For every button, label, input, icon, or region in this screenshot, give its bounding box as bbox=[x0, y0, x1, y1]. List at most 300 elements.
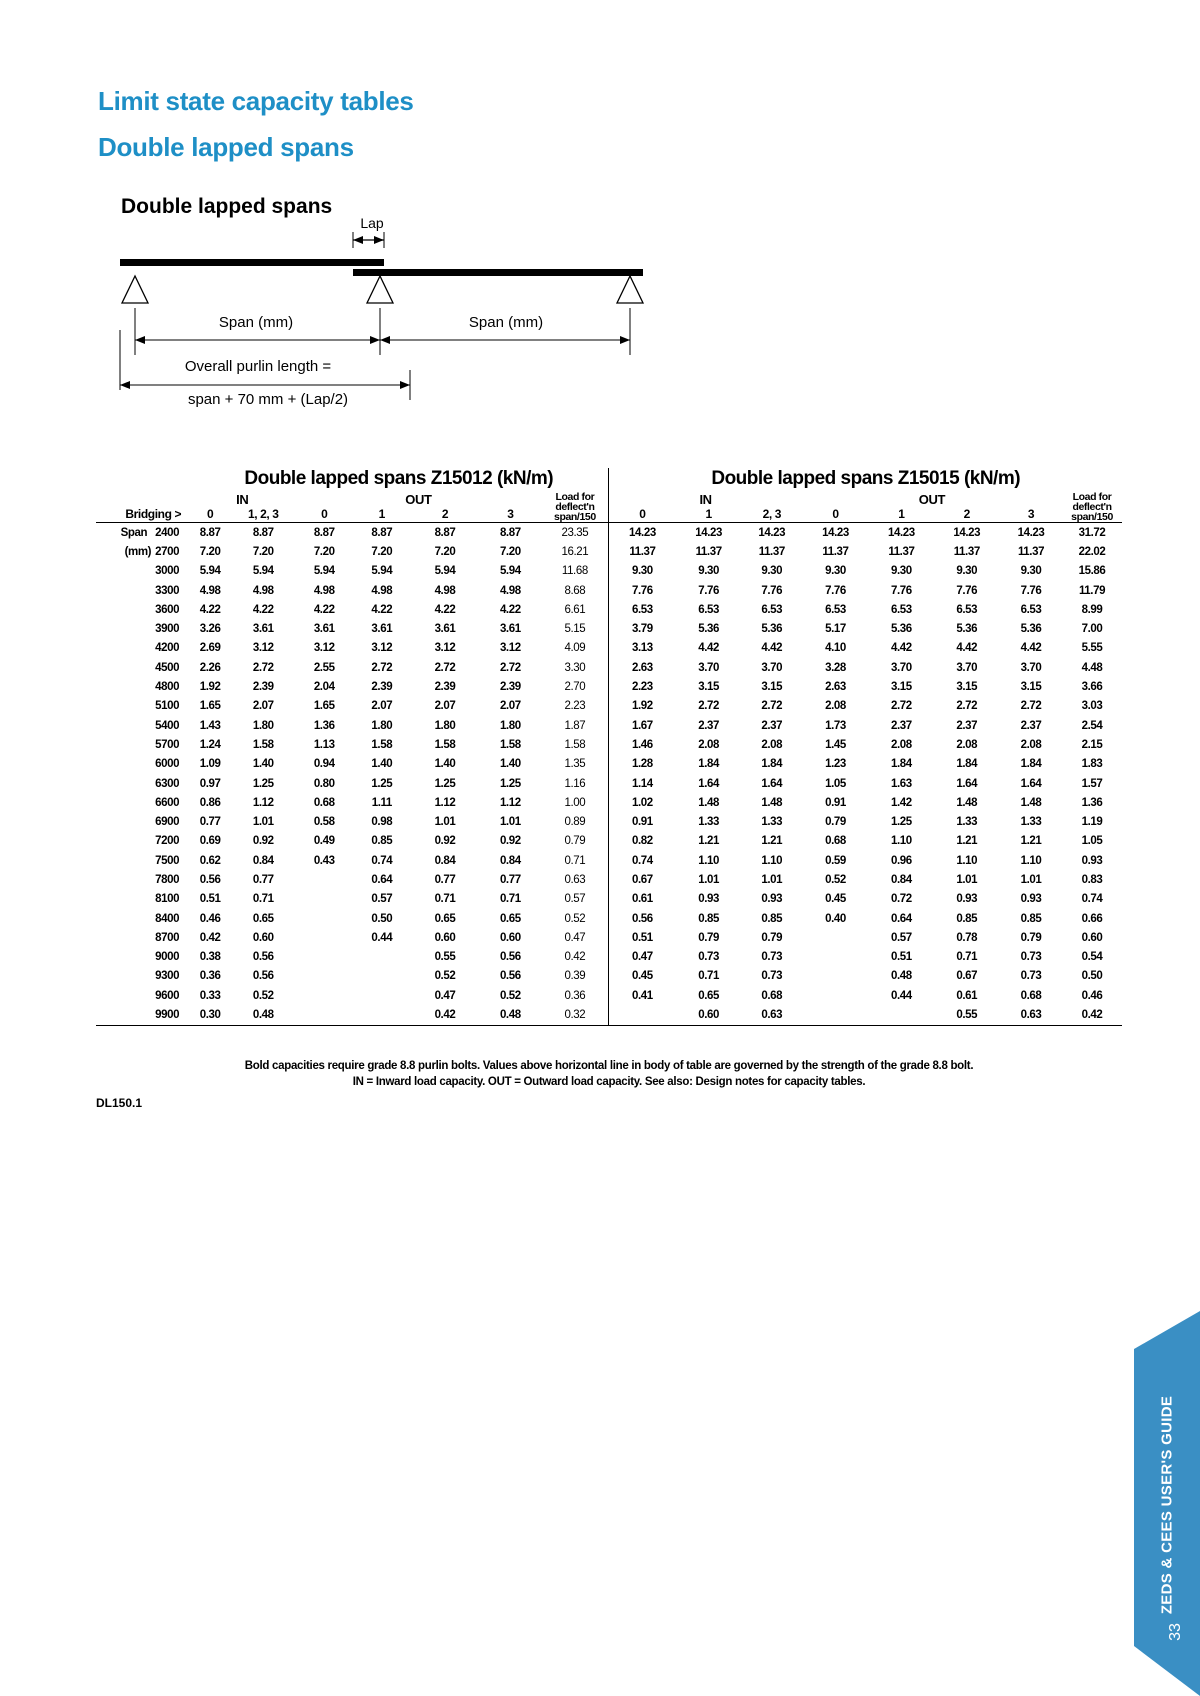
table-cell bbox=[295, 928, 353, 947]
capacity-table bbox=[96, 468, 1122, 1026]
table-cell: 1.10 bbox=[761, 854, 783, 867]
table-cell: 1.01 bbox=[698, 873, 720, 886]
table-cell: 0.52 bbox=[499, 989, 521, 1002]
side-tab-text: ZEDS & CEES USER'S GUIDE bbox=[1158, 1395, 1176, 1615]
support-middle-icon bbox=[367, 276, 393, 303]
table-cell: 0.55 bbox=[434, 951, 456, 964]
table-cell: 2.39 bbox=[252, 681, 274, 694]
span-value: 8700 bbox=[155, 931, 180, 944]
table-row bbox=[96, 697, 1122, 716]
load-deflection-header-left: Load for deflect'n span/150 bbox=[541, 492, 609, 523]
table-cell: 1.16 bbox=[564, 777, 586, 790]
span-value: 5700 bbox=[155, 738, 180, 751]
table-cell: 1.64 bbox=[698, 777, 720, 790]
table-cell: 4.98 bbox=[371, 584, 393, 597]
table-cell: 0.47 bbox=[609, 948, 675, 967]
table-cell: 0.57 bbox=[564, 893, 586, 906]
table-cell: 5.36 bbox=[956, 623, 978, 636]
table-cell: 0.65 bbox=[698, 989, 720, 1002]
table-cell: 8.87 bbox=[199, 526, 221, 539]
table-row bbox=[96, 716, 1122, 735]
table-cell: 1.00 bbox=[564, 796, 586, 809]
table-cell: 1.35 bbox=[564, 758, 586, 771]
table-cell: 2.55 bbox=[313, 661, 335, 674]
table-cell: 0.65 bbox=[252, 912, 274, 925]
support-left-icon bbox=[122, 276, 148, 303]
overall-length-formula: span + 70 mm + (Lap/2) bbox=[187, 391, 349, 408]
span-value: Span 2400 bbox=[120, 526, 180, 539]
span-value: 8400 bbox=[155, 912, 180, 925]
table-cell bbox=[295, 986, 353, 1005]
table-cell: 3.79 bbox=[609, 619, 675, 638]
table-row bbox=[96, 562, 1122, 581]
table-cell: 0.58 bbox=[313, 816, 335, 829]
table-cell: 1.40 bbox=[499, 758, 521, 771]
table-cell: 1.58 bbox=[564, 738, 586, 751]
table-cell: 4.98 bbox=[434, 584, 456, 597]
table-cell: 1.58 bbox=[252, 738, 274, 751]
table-cell: 14.23 bbox=[609, 523, 675, 543]
table-cell: 8.87 bbox=[434, 526, 456, 539]
table-cell: 23.35 bbox=[561, 526, 589, 539]
table-cell: 0.74 bbox=[609, 851, 675, 870]
table-cell: 0.40 bbox=[825, 912, 846, 925]
table-row bbox=[96, 851, 1122, 870]
table-cell: 2.72 bbox=[698, 700, 720, 713]
table-cell: 0.30 bbox=[189, 1005, 231, 1025]
table-cell: 0.62 bbox=[199, 854, 221, 867]
table-cell: 0.73 bbox=[698, 951, 720, 964]
table-cell: 3.70 bbox=[956, 661, 978, 674]
span-value: 5100 bbox=[155, 700, 180, 713]
table-cell: 4.42 bbox=[1020, 642, 1042, 655]
table-cell: 0.79 bbox=[825, 816, 846, 829]
span-value: 9900 bbox=[96, 1005, 189, 1025]
table-cell: 0.52 bbox=[252, 989, 274, 1002]
table-cell: 1.25 bbox=[891, 816, 912, 829]
group-in-right: IN bbox=[609, 492, 802, 507]
table-cell: 0.46 bbox=[1081, 989, 1103, 1002]
table-cell: 6.53 bbox=[956, 603, 978, 616]
table-cell: 0.61 bbox=[609, 890, 675, 909]
table-cell: 6.53 bbox=[1020, 603, 1042, 616]
table-cell: 1.10 bbox=[1020, 854, 1042, 867]
col-header: 2, 3 bbox=[742, 507, 802, 523]
table-cell: 31.72 bbox=[1078, 526, 1106, 539]
table-cell: 0.71 bbox=[252, 893, 274, 906]
table-cell: 0.63 bbox=[1000, 1005, 1062, 1025]
table-cell: 1.25 bbox=[434, 777, 456, 790]
table-cell: 0.71 bbox=[698, 970, 720, 983]
col-header: 3 bbox=[1000, 507, 1062, 523]
table-row bbox=[96, 948, 1122, 967]
table-row bbox=[96, 967, 1122, 986]
table-cell: 1.36 bbox=[1081, 796, 1103, 809]
table-cell: 4.22 bbox=[252, 603, 274, 616]
table-cell: 1.58 bbox=[434, 738, 456, 751]
table-cell: 9.30 bbox=[761, 565, 783, 578]
table-cell: 3.15 bbox=[761, 681, 783, 694]
table-row bbox=[96, 928, 1122, 947]
table-cell: 0.77 bbox=[434, 873, 456, 886]
table-cell: 2.63 bbox=[825, 681, 846, 694]
span-value: 3900 bbox=[155, 623, 180, 636]
table-cell: 8.87 bbox=[371, 526, 393, 539]
col-header: 0 bbox=[295, 507, 353, 523]
table-cell: 0.71 bbox=[564, 854, 586, 867]
table-row bbox=[96, 870, 1122, 889]
table-cell: 5.17 bbox=[825, 623, 846, 636]
table-cell: 0.48 bbox=[479, 1005, 541, 1025]
table-cell: 2.07 bbox=[252, 700, 274, 713]
table-cell: 11.68 bbox=[561, 565, 588, 578]
purlin-right bbox=[353, 269, 643, 276]
table-cell: 11.37 bbox=[609, 542, 675, 561]
table-cell: 0.63 bbox=[564, 873, 586, 886]
table-cell: 3.15 bbox=[891, 681, 912, 694]
table-cell: 0.48 bbox=[231, 1005, 295, 1025]
table-cell: 3.61 bbox=[313, 623, 335, 636]
table-cell: 0.72 bbox=[891, 893, 912, 906]
table-cell: 3.70 bbox=[1020, 661, 1042, 674]
table-cell: 1.11 bbox=[371, 796, 392, 809]
table-cell: 1.33 bbox=[956, 816, 978, 829]
table-cell: 14.23 bbox=[758, 526, 786, 539]
table-row bbox=[96, 619, 1122, 638]
table-cell: 2.37 bbox=[1020, 719, 1042, 732]
table-cell: 1.83 bbox=[1081, 758, 1103, 771]
table-cell: 0.93 bbox=[761, 893, 783, 906]
table-cell: 1.33 bbox=[761, 816, 783, 829]
table-cell: 0.43 bbox=[313, 854, 335, 867]
table-cell: 1.92 bbox=[609, 697, 675, 716]
table-cell: 2.08 bbox=[956, 738, 978, 751]
table-cell: 11.37 bbox=[758, 545, 785, 558]
table-cell: 1.10 bbox=[891, 835, 912, 848]
table-cell: 0.68 bbox=[825, 835, 846, 848]
table-cell: 16.21 bbox=[561, 545, 589, 558]
table-cell: 3.61 bbox=[434, 623, 456, 636]
table-cell: 0.91 bbox=[609, 812, 675, 831]
table-cell: 2.07 bbox=[434, 700, 456, 713]
table-cell: 2.15 bbox=[1081, 738, 1103, 751]
table-cell: 0.82 bbox=[609, 832, 675, 851]
col-header: 1, 2, 3 bbox=[231, 507, 295, 523]
table-cell: 7.20 bbox=[252, 545, 274, 558]
table-cell: 1.43 bbox=[199, 719, 221, 732]
table-title-z15015: Double lapped spans Z15015 (kN/m) bbox=[609, 468, 1122, 492]
table-cell: 0.56 bbox=[252, 951, 274, 964]
table-cell: 0.51 bbox=[891, 951, 912, 964]
table-cell: 3.12 bbox=[371, 642, 393, 655]
table-cell bbox=[802, 928, 870, 947]
table-cell: 2.72 bbox=[1020, 700, 1042, 713]
table-cell: 1.42 bbox=[891, 796, 912, 809]
table-cell bbox=[802, 967, 870, 986]
span-value: 6600 bbox=[155, 796, 180, 809]
overall-length-label: Overall purlin length = bbox=[184, 358, 332, 375]
table-cell: 2.04 bbox=[313, 681, 335, 694]
table-cell: 0.47 bbox=[434, 989, 456, 1002]
table-cell: 22.02 bbox=[1078, 545, 1106, 558]
table-cell: 1.58 bbox=[371, 738, 393, 751]
table-cell: 14.23 bbox=[888, 526, 915, 539]
table-cell: 0.67 bbox=[956, 970, 978, 983]
table-cell: 7.76 bbox=[761, 584, 783, 597]
span-value: 5400 bbox=[155, 719, 180, 732]
table-cell: 3.13 bbox=[609, 639, 675, 658]
table-cell: 9.30 bbox=[698, 565, 720, 578]
table-cell bbox=[295, 948, 353, 967]
table-cell: 1.65 bbox=[313, 700, 335, 713]
table-cell: 1.63 bbox=[891, 777, 912, 790]
table-cell bbox=[353, 1005, 411, 1025]
table-cell: 0.74 bbox=[1081, 893, 1103, 906]
lapped-span-diagram bbox=[110, 190, 670, 420]
table-cell: 3.12 bbox=[252, 642, 274, 655]
table-cell: 0.60 bbox=[675, 1005, 741, 1025]
table-cell: 1.80 bbox=[499, 719, 521, 732]
table-cell: 1.48 bbox=[698, 796, 720, 809]
table-cell: 0.56 bbox=[609, 909, 675, 928]
page-number: 33 bbox=[1167, 1623, 1184, 1641]
table-cell: 0.97 bbox=[199, 777, 221, 790]
table-cell: 1.40 bbox=[371, 758, 393, 771]
table-cell: 2.72 bbox=[891, 700, 912, 713]
table-cell: 9.30 bbox=[609, 562, 675, 581]
table-cell: 0.73 bbox=[761, 951, 783, 964]
table-cell: 9.30 bbox=[1020, 565, 1042, 578]
table-cell: 1.84 bbox=[891, 758, 912, 771]
table-cell: 1.21 bbox=[761, 835, 783, 848]
table-cell: 0.56 bbox=[499, 951, 521, 964]
table-cell: 0.79 bbox=[698, 931, 720, 944]
table-cell: 3.30 bbox=[564, 661, 586, 674]
load-deflection-header-right: Load for deflect'n span/150 bbox=[1062, 492, 1122, 523]
table-cell: 5.55 bbox=[1081, 642, 1103, 655]
table-cell: 2.08 bbox=[698, 738, 720, 751]
table-cell: 0.89 bbox=[564, 816, 586, 829]
span-value: 9000 bbox=[155, 951, 180, 964]
table-cell: 4.22 bbox=[434, 603, 456, 616]
table-cell: 1.05 bbox=[825, 777, 846, 790]
table-cell: 1.80 bbox=[371, 719, 393, 732]
span-value: 7800 bbox=[155, 873, 180, 886]
table-cell: 4.09 bbox=[564, 642, 586, 655]
table-cell bbox=[609, 1005, 675, 1025]
table-cell: 0.64 bbox=[891, 912, 912, 925]
table-row bbox=[96, 793, 1122, 812]
table-code: DL150.1 bbox=[96, 1096, 143, 1110]
table-cell: 11.79 bbox=[1078, 584, 1106, 597]
table-cell: 4.22 bbox=[313, 603, 335, 616]
table-cell: 0.42 bbox=[564, 951, 586, 964]
support-right-icon bbox=[617, 276, 643, 303]
table-cell: 6.53 bbox=[609, 600, 675, 619]
table-cell bbox=[295, 909, 353, 928]
span-value: 3000 bbox=[155, 565, 180, 578]
table-cell: 3.28 bbox=[825, 661, 846, 674]
table-cell: 2.72 bbox=[499, 661, 521, 674]
table-cell: 3.26 bbox=[199, 623, 221, 636]
col-header: 2 bbox=[411, 507, 480, 523]
group-in-left: IN bbox=[236, 492, 249, 507]
table-cell: 2.26 bbox=[199, 661, 221, 674]
table-cell: 1.36 bbox=[313, 719, 335, 732]
table-cell: 4.98 bbox=[499, 584, 521, 597]
table-cell: 1.65 bbox=[199, 700, 221, 713]
table-cell: 0.91 bbox=[825, 796, 846, 809]
table-cell: 3.15 bbox=[956, 681, 978, 694]
table-cell bbox=[295, 1005, 353, 1025]
table-cell: 2.37 bbox=[761, 719, 783, 732]
table-cell: 0.63 bbox=[742, 1005, 802, 1025]
table-row bbox=[96, 986, 1122, 1005]
table-cell: 0.33 bbox=[199, 989, 221, 1002]
table-cell: 8.87 bbox=[499, 526, 521, 539]
table-cell: 0.71 bbox=[434, 893, 456, 906]
table-cell: 4.98 bbox=[313, 584, 335, 597]
table-cell: 1.48 bbox=[956, 796, 978, 809]
purlin-left bbox=[120, 259, 384, 266]
table-cell: 0.45 bbox=[825, 893, 846, 906]
table-cell: 4.22 bbox=[199, 603, 221, 616]
table-cell: 0.84 bbox=[499, 854, 521, 867]
table-cell: 2.08 bbox=[1020, 738, 1042, 751]
table-cell: 1.46 bbox=[609, 735, 675, 754]
table-cell: 5.94 bbox=[252, 565, 274, 578]
table-cell: 1.92 bbox=[199, 681, 221, 694]
table-cell: 1.80 bbox=[434, 719, 456, 732]
table-row bbox=[96, 832, 1122, 851]
table-cell: 5.94 bbox=[199, 565, 221, 578]
table-cell: 0.93 bbox=[956, 893, 978, 906]
table-cell: 7.20 bbox=[499, 545, 521, 558]
table-cell: 1.12 bbox=[252, 796, 274, 809]
table-cell: 9.30 bbox=[956, 565, 978, 578]
table-cell: 1.40 bbox=[434, 758, 456, 771]
table-cell: 5.36 bbox=[761, 623, 783, 636]
span-value: 7200 bbox=[155, 835, 180, 848]
table-cell: 0.79 bbox=[564, 835, 586, 848]
table-cell: 0.42 bbox=[1062, 1005, 1122, 1025]
table-cell: 2.08 bbox=[891, 738, 912, 751]
table-cell bbox=[802, 1005, 870, 1025]
table-cell: 1.24 bbox=[199, 738, 221, 751]
table-cell: 3.03 bbox=[1081, 700, 1103, 713]
table-cell: 7.76 bbox=[891, 584, 912, 597]
table-cell: 1.28 bbox=[609, 755, 675, 774]
span-value: 6900 bbox=[155, 816, 180, 829]
span-value: 7500 bbox=[155, 854, 180, 867]
table-cell bbox=[869, 1005, 933, 1025]
table-cell: 4.42 bbox=[956, 642, 978, 655]
table-cell: 0.56 bbox=[499, 970, 521, 983]
table-title-z15012: Double lapped spans Z15012 (kN/m) bbox=[244, 468, 554, 489]
table-cell: 8.87 bbox=[313, 526, 335, 539]
table-row bbox=[96, 542, 1122, 561]
table-cell: 0.47 bbox=[564, 931, 586, 944]
table-cell: 3.12 bbox=[313, 642, 335, 655]
col-header: 0 bbox=[189, 507, 231, 523]
table-cell: 0.60 bbox=[434, 931, 456, 944]
table-cell: 1.09 bbox=[199, 758, 221, 771]
table-row bbox=[96, 523, 1122, 543]
table-cell: 0.59 bbox=[825, 854, 846, 867]
table-cell: 8.87 bbox=[252, 526, 274, 539]
table-cell: 6.53 bbox=[825, 603, 846, 616]
table-cell: 0.57 bbox=[891, 931, 912, 944]
table-cell: 1.84 bbox=[761, 758, 783, 771]
table-row bbox=[96, 755, 1122, 774]
table-cell: 5.15 bbox=[564, 623, 586, 636]
page-title: Limit state capacity tables bbox=[98, 86, 414, 116]
table-cell: 1.12 bbox=[434, 796, 456, 809]
table-cell: 0.50 bbox=[371, 912, 393, 925]
span-label-1: Span (mm) bbox=[218, 314, 294, 331]
table-cell: 0.65 bbox=[499, 912, 521, 925]
footnote-line-1: Bold capacities require grade 8.8 purlin bolts. Values above horizontal line in body of table are governed by the strength of the grade 8.8 bolt. bbox=[244, 1060, 974, 1072]
col-header: 0 bbox=[802, 507, 870, 523]
span-value: 3300 bbox=[155, 584, 180, 597]
table-cell: 0.52 bbox=[564, 912, 586, 925]
span-value: 6300 bbox=[155, 777, 180, 790]
table-cell: 1.01 bbox=[956, 873, 978, 886]
table-cell: 1.84 bbox=[956, 758, 978, 771]
table-cell: 0.85 bbox=[761, 912, 783, 925]
span-label-2: Span (mm) bbox=[468, 314, 544, 331]
table-cell: 0.77 bbox=[199, 816, 221, 829]
span-value: 4800 bbox=[155, 681, 180, 694]
table-cell: 0.83 bbox=[1081, 873, 1103, 886]
table-cell: 5.94 bbox=[313, 565, 335, 578]
table-cell: 0.36 bbox=[564, 989, 586, 1002]
bridging-label: Bridging > bbox=[96, 507, 189, 523]
table-cell: 0.50 bbox=[1081, 970, 1103, 983]
table-cell: 0.73 bbox=[1020, 951, 1042, 964]
table-cell: 7.20 bbox=[199, 545, 221, 558]
table-cell: 2.63 bbox=[609, 658, 675, 677]
table-cell: 14.23 bbox=[953, 526, 981, 539]
table-cell: 0.42 bbox=[411, 1005, 480, 1025]
table-cell: 0.52 bbox=[825, 873, 846, 886]
table-cell: 2.72 bbox=[434, 661, 456, 674]
table-cell: 1.01 bbox=[499, 816, 521, 829]
table-cell: 1.01 bbox=[1020, 873, 1042, 886]
table-cell: 8.99 bbox=[1081, 603, 1103, 616]
table-cell: 0.73 bbox=[761, 970, 783, 983]
table-footnote bbox=[96, 1058, 1122, 1090]
col-header: 2 bbox=[934, 507, 1000, 523]
table-cell: 0.84 bbox=[434, 854, 456, 867]
table-cell bbox=[295, 890, 353, 909]
table-cell: 1.57 bbox=[1081, 777, 1103, 790]
table-cell: 3.61 bbox=[252, 623, 274, 636]
table-cell: 0.61 bbox=[956, 989, 978, 1002]
table-cell: 1.19 bbox=[1081, 816, 1103, 829]
table-cell: 0.74 bbox=[371, 854, 393, 867]
table-cell: 8.68 bbox=[564, 584, 586, 597]
table-cell: 0.56 bbox=[199, 873, 221, 886]
group-out-left: OUT bbox=[405, 492, 432, 507]
table-cell bbox=[295, 870, 353, 889]
table-cell: 0.68 bbox=[761, 989, 783, 1002]
table-cell: 7.20 bbox=[434, 545, 456, 558]
table-cell: 1.58 bbox=[499, 738, 521, 751]
table-cell bbox=[802, 986, 870, 1005]
table-cell: 0.96 bbox=[891, 854, 912, 867]
table-cell: 1.10 bbox=[698, 854, 720, 867]
